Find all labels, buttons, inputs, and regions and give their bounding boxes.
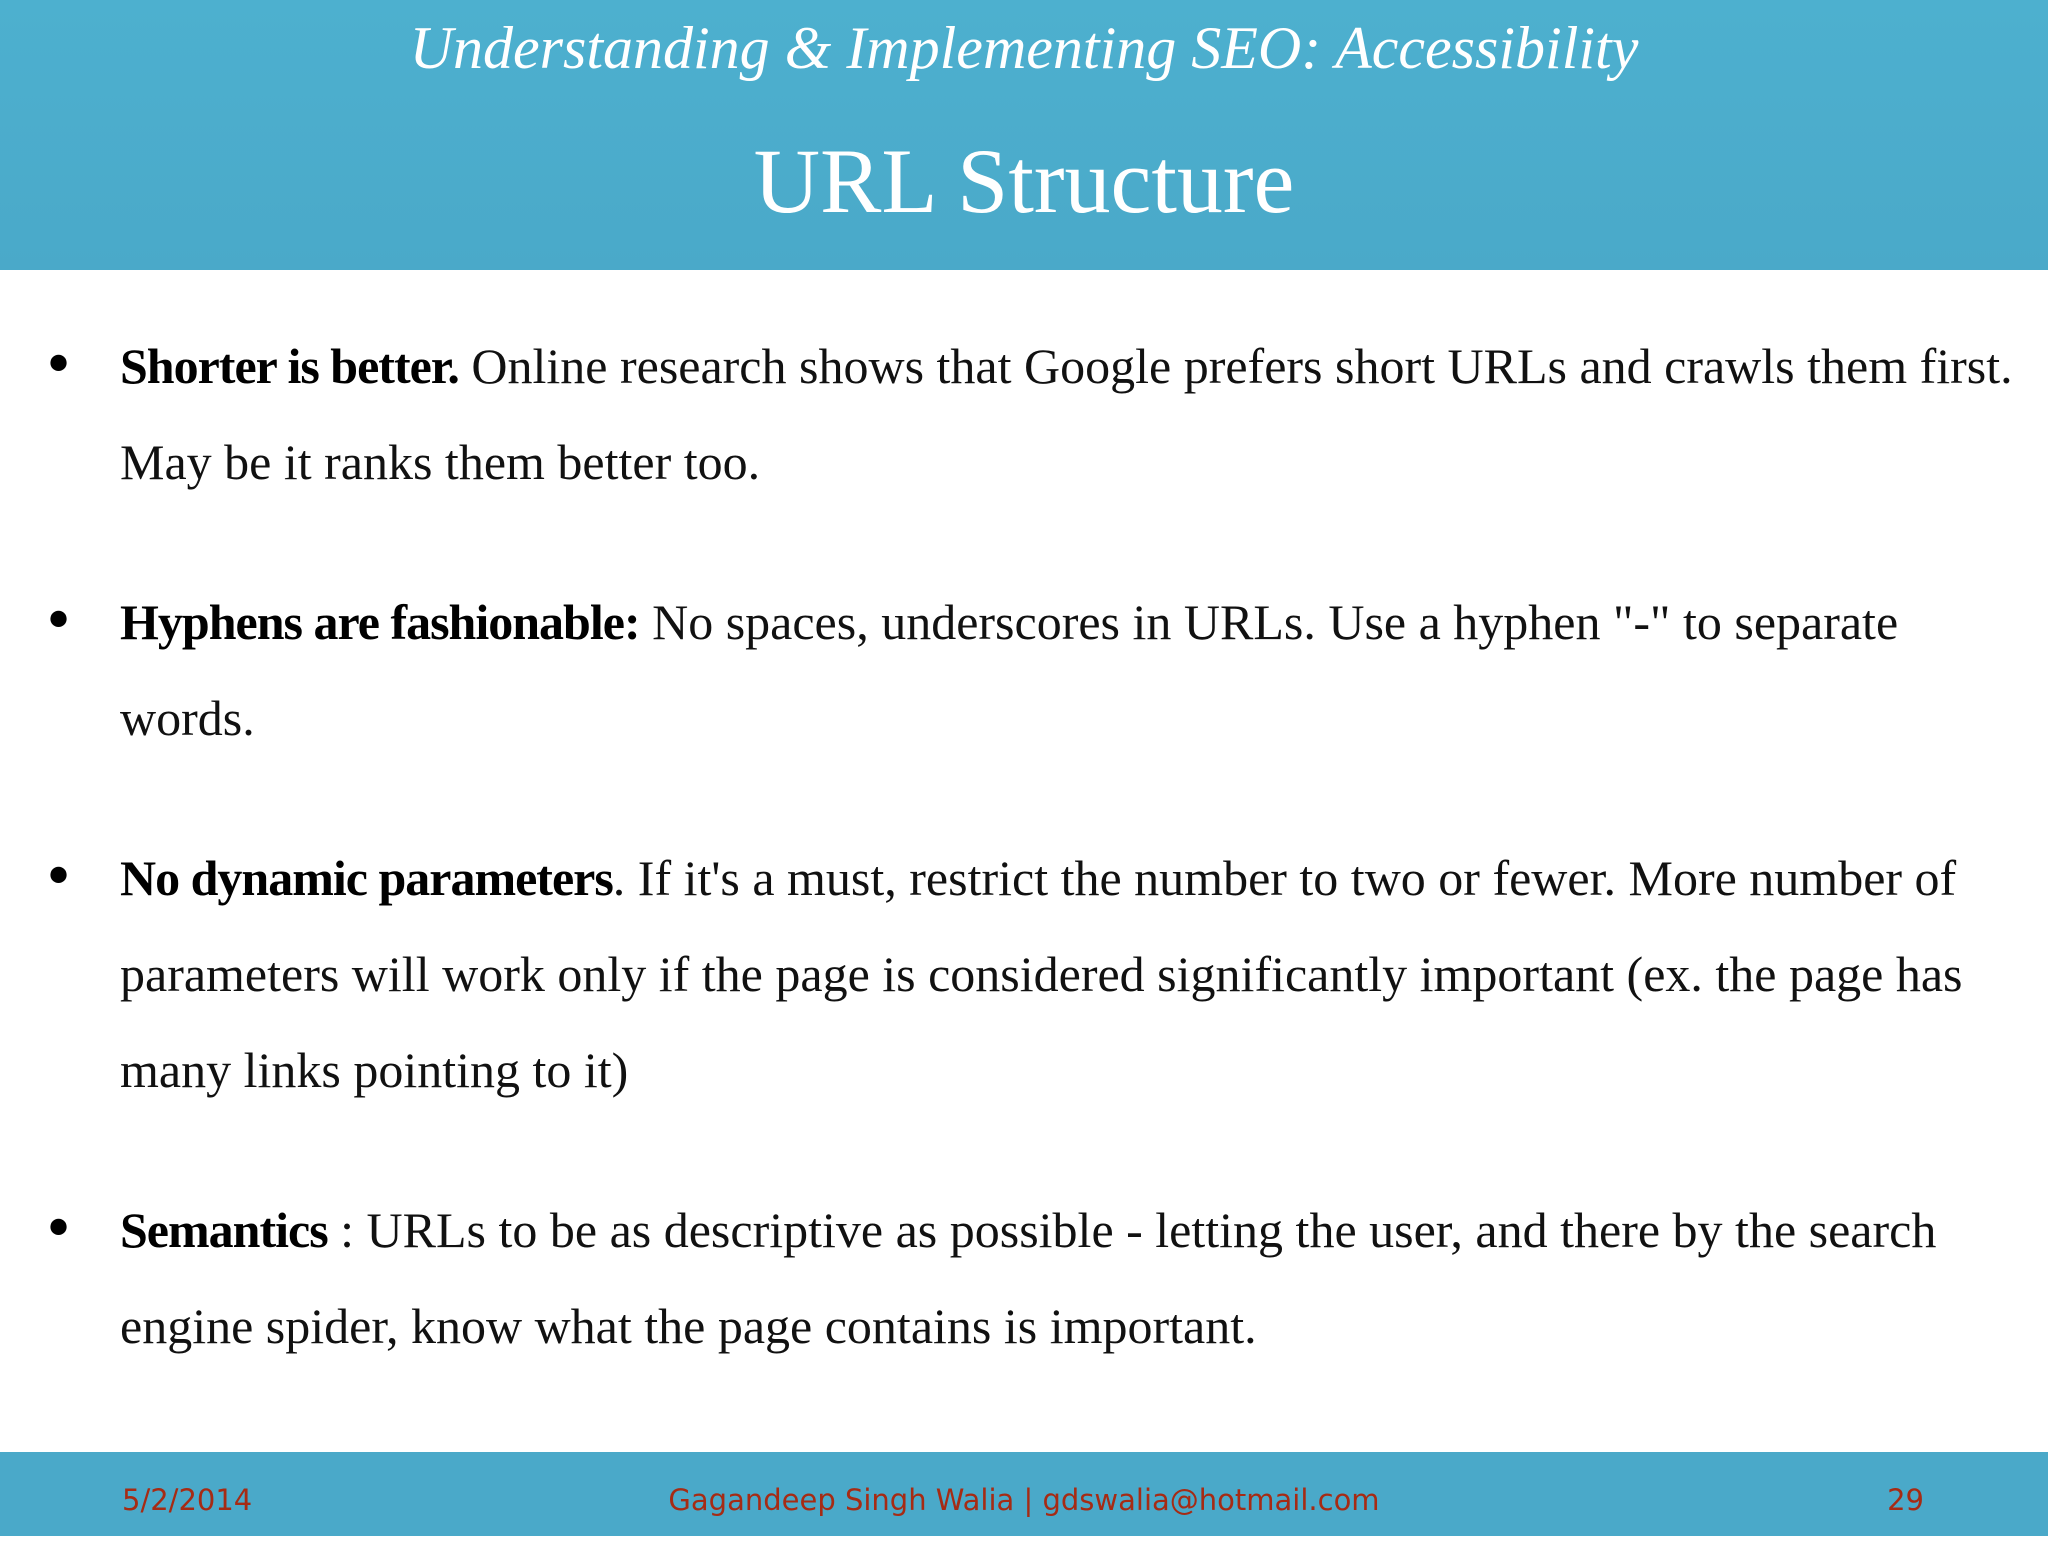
bullet-heading: No dynamic parameters	[120, 850, 613, 906]
footer-date: 5/2/2014	[122, 1483, 253, 1517]
bullet-dot-icon: •	[42, 333, 76, 398]
footer-author: Gagandeep Singh Walia | gdswalia@hotmail.com	[668, 1483, 1380, 1517]
bullet-text: Online research shows that Google prefers short URLs and crawls them first. May be it ranks them better too.	[120, 338, 2013, 490]
slide-title: URL Structure	[753, 130, 1295, 232]
bullet-heading: Shorter is better.	[120, 338, 459, 394]
footer-page-number: 29	[1887, 1483, 1924, 1517]
bullet-text: . If it's a must, restrict the number to two or fewer. More number of parameters will work only if the page is considered significantly important (ex. the page has many links pointing to it)	[120, 850, 1963, 1098]
bullet-item-hyphens	[42, 574, 2020, 766]
slide-footer	[0, 1452, 2048, 1536]
bullet-heading: Hyphens are fashionable:	[120, 594, 640, 650]
slide-subtitle: Understanding & Implementing SEO: Accessibility	[409, 15, 1639, 81]
bullet-list	[0, 318, 2048, 1438]
bullet-dot-icon: •	[42, 845, 76, 910]
bullet-text: : URLs to be as descriptive as possible - letting the user, and there by the search engine spider, know what the page contains is important.	[120, 1202, 1937, 1354]
bullet-heading: Semantics	[120, 1202, 328, 1258]
bullet-dot-icon: •	[42, 1197, 76, 1262]
bullet-dot-icon: •	[42, 589, 76, 654]
bullet-item-dynamic-parameters	[42, 830, 2020, 1118]
bullet-text: No spaces, underscores in URLs. Use a hyphen "-" to separate words.	[120, 594, 1899, 746]
slide-header	[0, 0, 2048, 270]
bullet-item-semantics	[42, 1182, 2020, 1374]
bullet-item-shorter	[42, 318, 2020, 510]
